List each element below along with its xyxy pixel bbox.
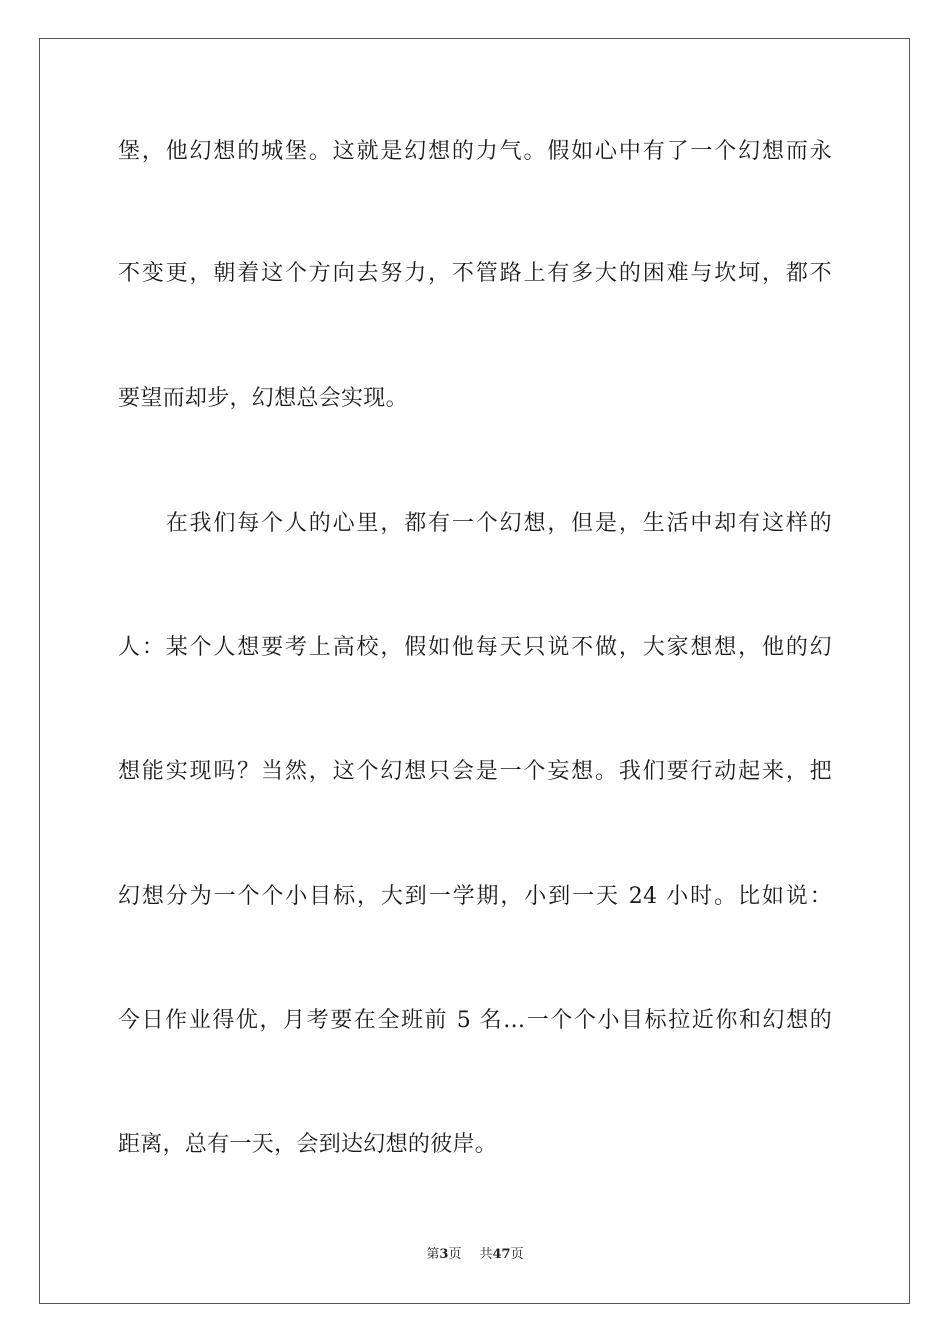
text-line-6: 想能实现吗？当然，这个幻想只会是一个妄想。我们要行动起来，把 xyxy=(118,759,832,784)
page-number: 3 xyxy=(439,1247,449,1262)
text-line-1: 堡，他幻想的城堡。这就是幻想的力气。假如心中有了一个幻想而永 xyxy=(118,139,832,164)
text-line-5: 人：某个人想要考上高校，假如他每天只说不做，大家想想，他的幻 xyxy=(118,635,832,660)
total-prefix: 共 xyxy=(479,1247,493,1262)
text-line-9: 距离，总有一天，会到达幻想的彼岸。 xyxy=(118,1132,498,1157)
page-footer xyxy=(0,1246,950,1264)
page-suffix: 页 xyxy=(448,1247,462,1262)
text-line-8: 今日作业得优，月考要在全班前 5 名…一个个小目标拉近你和幻想的 xyxy=(118,1008,832,1033)
page-border xyxy=(39,38,910,1304)
text-line-4: 在我们每个人的心里，都有一个幻想，但是，生活中却有这样的 xyxy=(118,511,832,536)
text-line-2: 不变更，朝着这个方向去努力，不管路上有多大的困难与坎坷，都不 xyxy=(118,261,832,286)
page-prefix: 第 xyxy=(426,1247,440,1262)
text-line-3: 要望而却步，幻想总会实现。 xyxy=(118,386,408,411)
total-suffix: 页 xyxy=(510,1247,524,1262)
total-pages: 47 xyxy=(492,1247,511,1262)
text-line-7: 幻想分为一个个小目标，大到一学期，小到一天 24 小时。比如说： xyxy=(118,884,832,909)
